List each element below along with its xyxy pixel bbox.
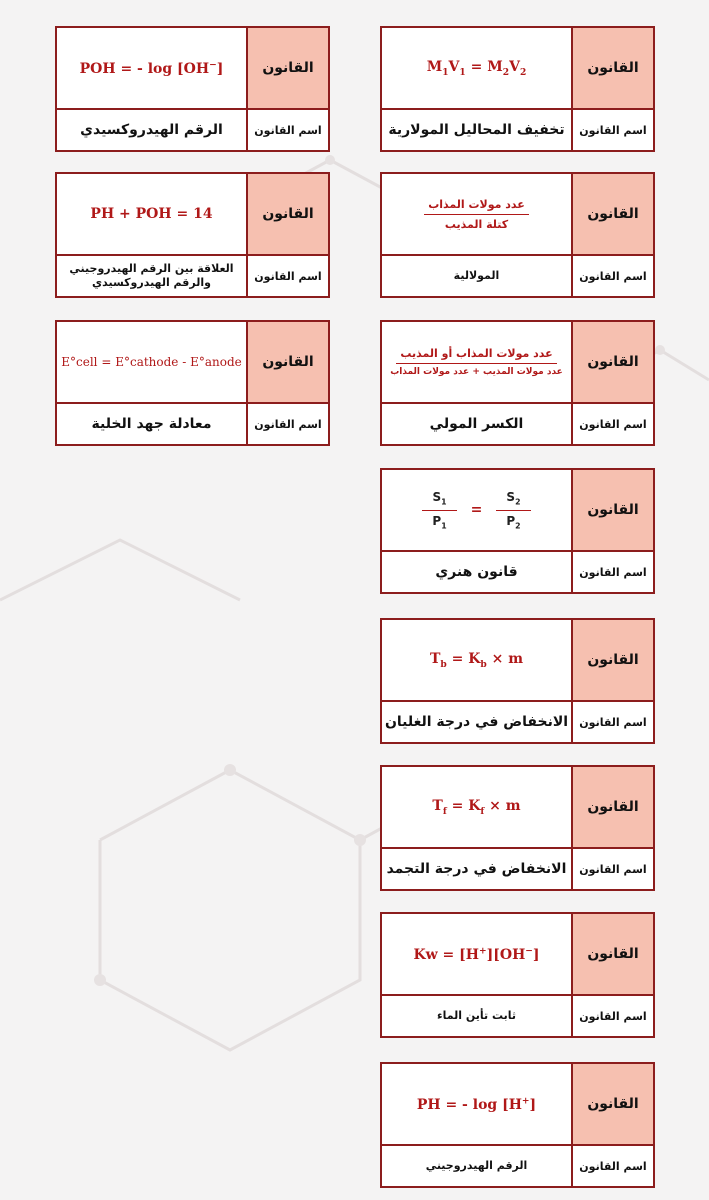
ph-poh-name: العلاقة بين الرقم الهيدروجيني والرقم الهيدروكسيدي: [69, 262, 234, 289]
law-label: القانون: [246, 174, 328, 254]
ph-poh-formula: PH + POH = 14: [90, 206, 213, 222]
law-name-label: اسم القانون: [571, 110, 653, 150]
law-label: القانون: [571, 767, 653, 847]
card-molality: [380, 172, 655, 298]
card-ph-poh-relation: [55, 172, 330, 298]
law-label: القانون: [571, 620, 653, 700]
card-ph: [380, 1062, 655, 1188]
law-name-label: اسم القانون: [571, 849, 653, 889]
dilution-name: تخفيف المحاليل المولارية: [388, 122, 565, 138]
card-mole-fraction: [380, 320, 655, 446]
law-label: القانون: [246, 322, 328, 402]
law-label: القانون: [571, 1064, 653, 1144]
boiling-formula: $T_b = K_b \times m$: [429, 650, 524, 670]
law-label: القانون: [571, 174, 653, 254]
card-boiling-point: [380, 618, 655, 744]
poh-formula: POH = - log [OH−]: [79, 59, 224, 77]
molality-fraction: $\frac{\text{عدد مولات المذاب}}{\text{كتلة المذيب}}$: [424, 198, 529, 231]
ph-name: الرقم الهيدروجيني: [425, 1159, 528, 1172]
cell-formula: E°cell = E°cathode - E°anode: [61, 355, 242, 369]
law-label: القانون: [571, 322, 653, 402]
law-name-label: اسم القانون: [246, 110, 328, 150]
law-name-label: اسم القانون: [571, 256, 653, 296]
water-formula: Kw = [H+][OH−]: [413, 945, 540, 963]
law-name-label: اسم القانون: [571, 404, 653, 444]
card-cell-potential: [55, 320, 330, 446]
mole-fraction-fraction: $\frac{\text{عدد مولات المذاب أو المذيب}}{\text{عدد مولات المذيب + عدد مولات المذاب}}$: [390, 347, 563, 377]
law-name-label: اسم القانون: [571, 552, 653, 592]
henry-formula: $\frac{S_1}{P_1}$ = $\frac{S_2}{P_2}$: [422, 490, 530, 530]
law-label: القانون: [246, 28, 328, 108]
law-name-label: اسم القانون: [246, 256, 328, 296]
card-molarity-dilution: [380, 26, 655, 152]
boiling-name: الانخفاض في درجة الغليان: [384, 714, 569, 730]
card-freezing-point: [380, 765, 655, 891]
mole-fraction-name: الكسر المولي: [429, 416, 524, 432]
card-poh: [55, 26, 330, 152]
poh-name: الرقم الهيدروكسيدي: [80, 122, 223, 138]
law-label: القانون: [571, 470, 653, 550]
card-water-ionization: [380, 912, 655, 1038]
henry-name: قانون هنري: [435, 564, 518, 580]
law-name-label: اسم القانون: [246, 404, 328, 444]
card-henry: [380, 468, 655, 594]
water-name: ثابت تأين الماء: [436, 1009, 516, 1022]
freezing-name: الانخفاض في درجة التجمد: [386, 861, 567, 877]
freezing-formula: $T_f = K_f \times m$: [432, 797, 521, 817]
law-label: القانون: [571, 914, 653, 994]
ph-formula: PH = - log [H+]: [416, 1095, 537, 1113]
dilution-formula: $M_1V_1 = M_2V_2$: [426, 58, 527, 78]
law-name-label: اسم القانون: [571, 996, 653, 1036]
law-label: القانون: [571, 28, 653, 108]
law-name-label: اسم القانون: [571, 702, 653, 742]
molality-name: المولالية: [453, 269, 500, 282]
law-name-label: اسم القانون: [571, 1146, 653, 1186]
cell-name: معادلة جهد الخلية: [91, 416, 212, 432]
